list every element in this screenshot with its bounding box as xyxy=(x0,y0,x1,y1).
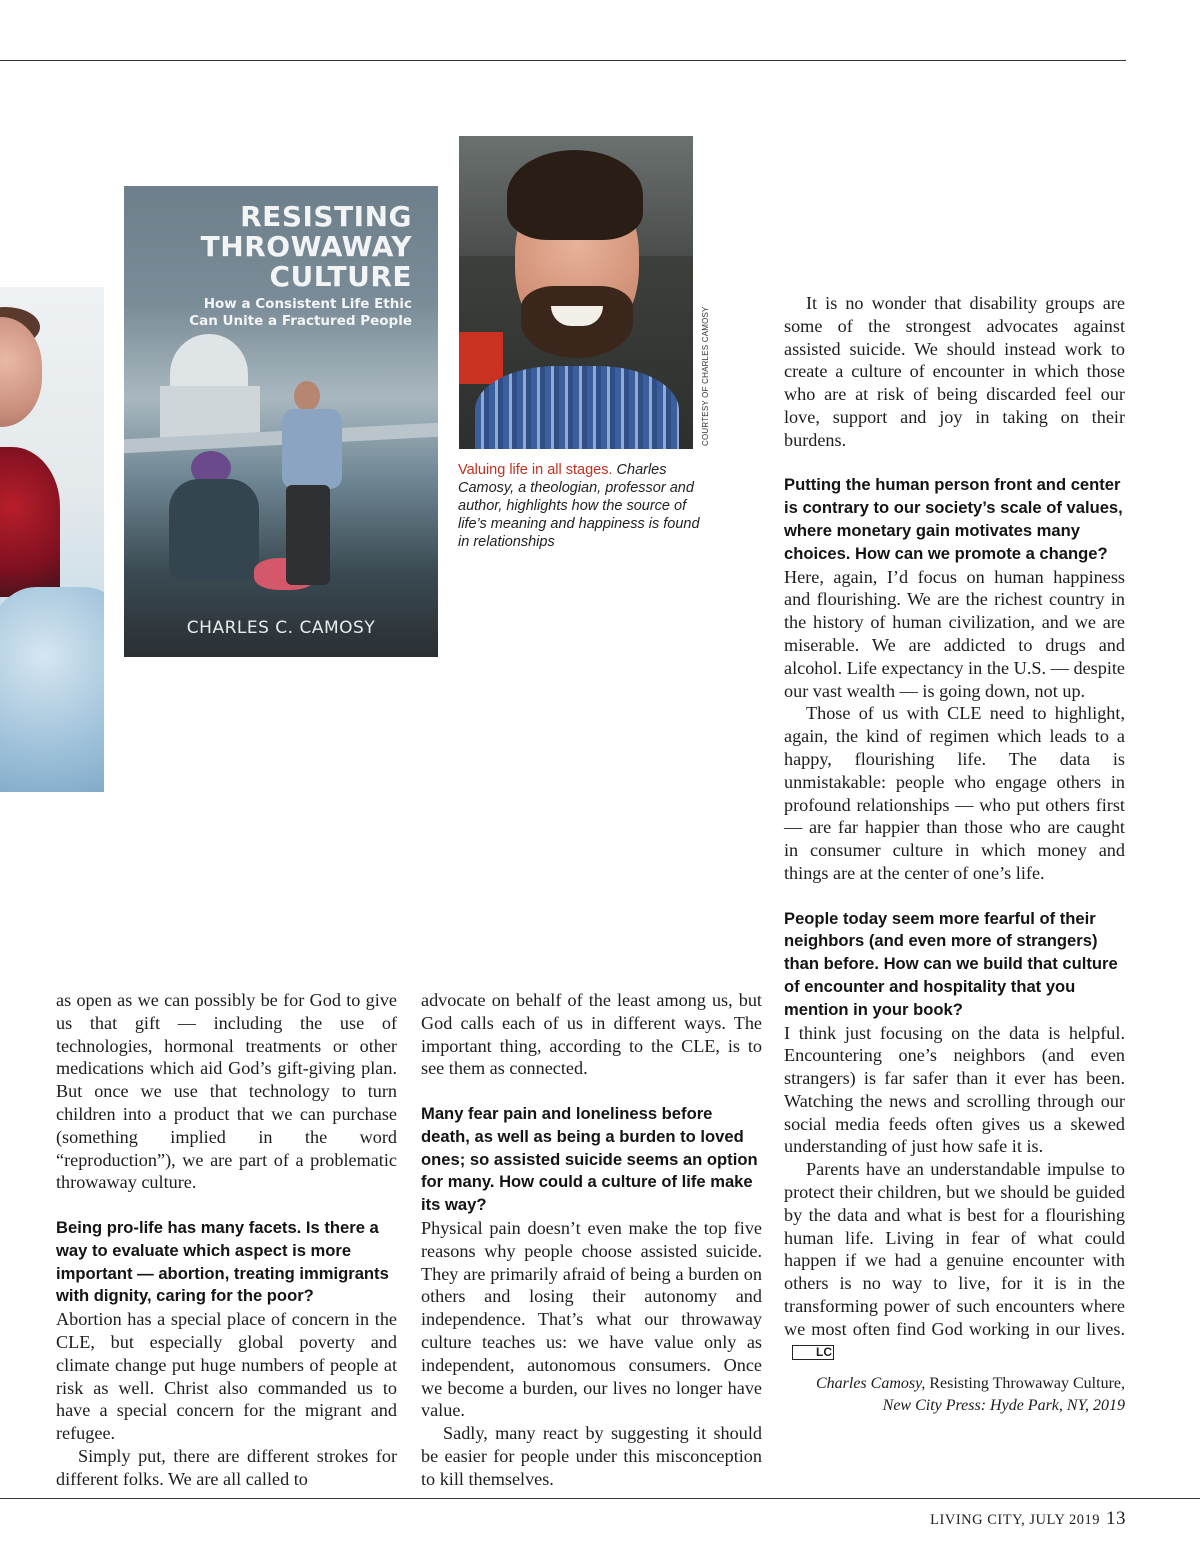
paragraph: Physical pain doesn’t even make the top five reasons why people choose assisted suicide. They are primarily afraid of being a burden on others and losing their autonomy and independence. That’s what our throwaway culture teaches us: we have value only as independent, autonomous consumers. Once we become a burden, our lives no longer have value. xyxy=(421,1217,762,1421)
interview-question: Many fear pain and loneliness before death, as well as being a burden to loved ones; so assisted suicide seems an option for many. How could a culture of life make its way? xyxy=(421,1103,758,1215)
caption-text: Charles Camosy, a theologian, professor and author, highlights how the source of life’s meaning and happiness is found in relationships xyxy=(458,462,700,550)
book-reference: Charles Camosy, Resisting Throwaway Culture, New City Press: Hyde Park, NY, 2019 xyxy=(815,1375,1125,1415)
top-rule xyxy=(0,60,1126,61)
interview-question: Putting the human person front and center is contrary to our society’s scale of values, where monetary gain motivates many choices. How can we promote a change? xyxy=(784,475,1123,563)
page-footer xyxy=(930,1508,1126,1530)
paragraph: Here, again, I’d focus on human happiness and flourishing. We are the richest country in the history of human civilization, and we are miserable. We are addicted to drugs and alcohol. Life expectancy in the U.S. — despite our vast wealth — is going down, not up. xyxy=(784,566,1125,701)
book-cover-title: RESISTING THROWAWAY CULTURE xyxy=(200,200,412,293)
bottom-rule xyxy=(0,1498,1200,1499)
photo-caption xyxy=(458,461,708,551)
interview-question: People today seem more fearful of their neighbors (and even more of strangers) than before. How can we build that culture of encounter and hospitality that you mention in your book? xyxy=(784,908,1118,1019)
photo-credit: COURTESY OF CHARLES CAMOSY xyxy=(701,306,710,446)
paragraph xyxy=(784,1158,1125,1363)
paragraph-text: Parents have an understandable impulse to protect their children, but we should be guided by the data and what is best for a flourishing human life. Living in fear of what could happen if we had a genuine encounter with others is no way to live, for it is in the transforming power of such encounters where we most often find God working in our lives. xyxy=(784,1159,1125,1339)
article-column-2 xyxy=(421,989,762,1491)
article-column-3 xyxy=(784,292,1125,1417)
paragraph: as open as we can possibly be for God to give us that gift — including the use of technologies, hormonal treatments or other medications which aid God’s gift-giving plan. But once we use that technology to turn children into a product that we can purchase (something implied in the word “reproduction”), we are part of a problematic throwaway culture. xyxy=(56,990,397,1193)
paragraph: Abortion has a special place of concern in the CLE, but especially global poverty and climate change put huge numbers of people at risk as well. Christ also commanded us to have a special concern for the migrant and refugee. xyxy=(56,1309,397,1444)
paragraph: advocate on behalf of the least among us, but God calls each of us in different ways. The important thing, according to the CLE, is to see them as connected. xyxy=(421,990,762,1079)
paragraph: Simply put, there are different strokes for different folks. We are all called to xyxy=(56,1445,397,1489)
publication-name: LIVING CITY, JULY 2019 xyxy=(930,1512,1100,1528)
paragraph: It is no wonder that disability groups are some of the strongest advocates against assisted suicide. We should instead work to create a culture of encounter in which those who are at risk of being discarded feel our love, support and joy in taking on their burdens. xyxy=(784,293,1125,450)
book-cover-subtitle: How a Consistent Life Ethic Can Unite a Fractured People xyxy=(189,296,412,329)
paragraph: I think just focusing on the data is helpful. Encountering one’s neighbors (and even strangers) is far safer than it ever has been. Watching the news and scrolling through our social media feeds often gives us a skewed understanding of just how safe it is. xyxy=(784,1022,1125,1157)
page-number: 13 xyxy=(1106,1508,1126,1529)
interview-question: Being pro-life has many facets. Is there a way to evaluate which aspect is more important — abortion, treating immigrants with dignity, caring for the poor? xyxy=(56,1217,389,1306)
edge-photo-fragment xyxy=(0,287,104,792)
caption-lead: Valuing life in all stages. xyxy=(458,462,613,478)
paragraph: Sadly, many react by suggesting it should be easier for people under this misconception to kill themselves. xyxy=(421,1423,762,1489)
article-column-1 xyxy=(56,989,397,1491)
paragraph: Those of us with CLE need to highlight, again, the kind of regimen which leads to a happy, flourishing life. The data is unmistakable: people who engage others in profound relationships — who put others first — are far happier than those who are caught in consumer culture in which money and things are at the center of one’s life. xyxy=(784,703,1125,883)
book-cover-image xyxy=(124,186,438,657)
book-cover-author: CHARLES C. CAMOSY xyxy=(186,618,376,638)
author-portrait-photo xyxy=(459,136,693,449)
end-mark-logo: LC xyxy=(792,1345,834,1360)
